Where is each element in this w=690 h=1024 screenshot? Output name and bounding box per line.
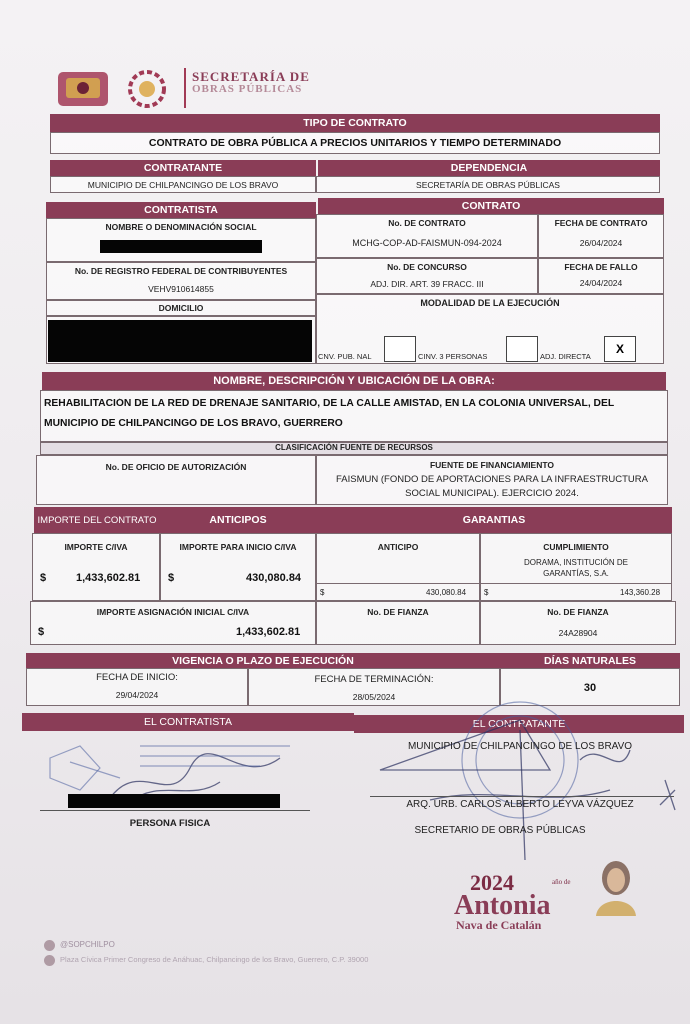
fuente-line1: FAISMUN (FONDO DE APORTACIONES PARA LA INFRAESTRUCTURA xyxy=(336,474,648,485)
obra-description-line2: MUNICIPIO DE CHILPANCINGO DE LOS BRAVO, GUERRERO xyxy=(44,418,343,429)
portrait-icon xyxy=(590,856,642,916)
inicio-label: FECHA DE INICIO: xyxy=(96,672,178,683)
official-seal-stamp-icon xyxy=(370,690,680,870)
asignacion-currency: $ xyxy=(38,626,45,638)
anticipo-divider xyxy=(316,583,480,584)
fianza-value: 24A28904 xyxy=(558,628,598,638)
anticipo-currency: $ xyxy=(320,588,325,597)
anticipo-monto: 430,080.84 xyxy=(426,588,467,597)
concurso-value: ADJ. DIR. ART. 39 FRACC. III xyxy=(370,279,484,289)
persona-fisica-label: PERSONA FISICA xyxy=(129,818,211,829)
concurso-label: No. DE CONCURSO xyxy=(387,262,467,272)
importe-currency: $ xyxy=(40,572,47,584)
firma-contratante-header: EL CONTRATANTE xyxy=(354,715,684,733)
termino-label: FECHA DE TERMINACIÓN: xyxy=(314,674,434,685)
redacted-address xyxy=(48,320,312,362)
asignacion-label: IMPORTE ASIGNACIÓN INICIAL C/IVA xyxy=(96,607,250,617)
contratista-header: CONTRATISTA xyxy=(46,202,316,218)
contratante-sign-line xyxy=(370,796,674,797)
fuente-label: FUENTE DE FINANCIAMIENTO xyxy=(429,460,555,470)
footer-social: @SOPCHILPO xyxy=(60,940,115,949)
contratista-sign-line xyxy=(40,810,310,811)
fallo-label: FECHA DE FALLO xyxy=(564,262,638,272)
rfc-value: VEHV910614855 xyxy=(148,284,214,294)
modalidad-opt-adj-label: ADJ. DIRECTA xyxy=(540,352,591,361)
decorative-logo-icon xyxy=(118,68,176,110)
fecha-contrato-value: 26/04/2024 xyxy=(579,238,623,248)
contratante-value-box xyxy=(50,176,316,193)
footer-address: Plaza Cívica Primer Congreso de Anáhuac, Chilpancingo de los Bravo, Guerrero, C.P. 39000 xyxy=(60,955,369,964)
no-contrato-label: No. DE CONTRATO xyxy=(388,218,466,228)
dias-header: DÍAS NATURALES xyxy=(500,653,680,668)
importe-inicio-value: 430,080.84 xyxy=(246,572,302,584)
tipo-contrato-header: TIPO DE CONTRATO xyxy=(50,114,660,132)
org-name-line2: OBRAS PÚBLICAS xyxy=(192,83,303,95)
inicio-value: 29/04/2024 xyxy=(115,690,159,700)
cumplimiento-monto: 143,360.28 xyxy=(620,588,661,597)
tipo-contrato-value-box xyxy=(50,132,660,154)
oficio-label: No. DE OFICIO DE AUTORIZACIÓN xyxy=(105,462,247,472)
importe-label: IMPORTE C/IVA xyxy=(64,542,128,552)
modalidad-opt-adj-checkbox[interactable]: X xyxy=(604,336,636,362)
org-name-line1: SECRETARÍA DE xyxy=(192,69,310,84)
dependencia-value: SECRETARÍA DE OBRAS PÚBLICAS xyxy=(416,179,560,190)
fallo-value: 24/04/2024 xyxy=(579,278,623,288)
importe-value: 1,433,602.81 xyxy=(76,572,141,584)
importe-inicio-label: IMPORTE PARA INICIO C/IVA xyxy=(179,542,297,552)
anticipo-label: ANTICIPO xyxy=(377,542,419,552)
cumplimiento-label: CUMPLIMIENTO xyxy=(543,542,609,552)
termino-value: 28/05/2024 xyxy=(352,692,396,702)
redacted-signature-name xyxy=(68,794,280,808)
fianza-label-1: No. DE FIANZA xyxy=(367,607,429,617)
garantias-header: GARANTIAS xyxy=(316,507,672,533)
firma-contratista-header: EL CONTRATISTA xyxy=(22,713,354,731)
modalidad-opt-cinv-checkbox[interactable] xyxy=(506,336,538,362)
footer-name2: Nava de Catalán xyxy=(456,918,542,932)
cumplimiento-inst-line2: GARANTÍAS, S.A. xyxy=(543,569,609,578)
modalidad-opt-cinv-label: CINV. 3 PERSONAS xyxy=(418,352,488,361)
cumplimiento-currency: $ xyxy=(484,588,489,597)
fianza-label-2: No. DE FIANZA xyxy=(547,607,609,617)
cumplimiento-divider xyxy=(480,583,672,584)
importe-header: IMPORTE DEL CONTRATO xyxy=(34,507,160,533)
dependencia-value-box xyxy=(316,176,660,193)
facebook-icon xyxy=(44,940,55,951)
location-icon xyxy=(44,955,55,966)
modalidad-label: MODALIDAD DE LA EJECUCIÓN xyxy=(420,298,560,308)
dependencia-header: DEPENDENCIA xyxy=(318,160,660,176)
importe-inicio-currency: $ xyxy=(168,572,175,584)
domicilio-label: DOMICILIO xyxy=(158,303,204,313)
tipo-contrato-value: CONTRATO DE OBRA PÚBLICA A PRECIOS UNITARIOS Y TIEMPO DETERMINADO xyxy=(148,137,562,149)
no-contrato-value: MCHG-COP-AD-FAISMUN-094-2024 xyxy=(352,238,502,248)
contratante-header: CONTRATANTE xyxy=(50,160,316,176)
fecha-contrato-label: FECHA DE CONTRATO xyxy=(554,218,648,228)
header-divider xyxy=(184,68,186,108)
asignacion-value: 1,433,602.81 xyxy=(236,626,301,638)
rfc-label: No. DE REGISTRO FEDERAL DE CONTRIBUYENTES xyxy=(74,266,288,276)
footer-year-suffix: año de xyxy=(552,878,571,886)
contratante-value: MUNICIPIO DE CHILPANCINGO DE LOS BRAVO xyxy=(87,179,279,190)
obra-header: NOMBRE, DESCRIPCIÓN Y UBICACIÓN DE LA OBRA: xyxy=(42,372,666,390)
modalidad-opt-cnv-label: CNV. PUB. NAL xyxy=(318,352,372,361)
municipal-seal-icon xyxy=(54,68,114,110)
anticipos-header: ANTICIPOS xyxy=(160,507,316,533)
cumplimiento-inst-line1: DORAMA, INSTITUCIÓN DE xyxy=(523,558,628,567)
clasificacion-label: CLASIFICACIÓN FUENTE DE RECURSOS xyxy=(275,443,433,452)
dias-value: 30 xyxy=(583,682,597,694)
modalidad-opt-cnv-checkbox[interactable] xyxy=(384,336,416,362)
footer-name1: Antonia xyxy=(454,890,551,921)
vigencia-header: VIGENCIA O PLAZO DE EJECUCIÓN xyxy=(26,653,500,668)
nombre-label: NOMBRE O DENOMINACIÓN SOCIAL xyxy=(105,222,257,232)
firmante-cargo: SECRETARIO DE OBRAS PÚBLICAS xyxy=(414,825,586,836)
obra-description-line1: REHABILITACIÓN DE LA RED DE DRENAJE SANITARIO, DE LA CALLE AMISTAD, EN LA COLONIA UNIVERSAL, DEL xyxy=(44,398,615,409)
redacted-name xyxy=(100,240,262,253)
contrato-header: CONTRATO xyxy=(318,198,664,214)
fuente-line2: SOCIAL MUNICIPAL). EJERCICIO 2024. xyxy=(405,488,579,499)
contratante-municipio: MUNICIPIO DE CHILPANCINGO DE LOS BRAVO xyxy=(407,741,633,752)
footer-year: 2024 xyxy=(470,870,514,895)
firmante-name: ARQ. URB. CARLOS ALBERTO LEYVA VÁZQUEZ xyxy=(406,799,634,810)
